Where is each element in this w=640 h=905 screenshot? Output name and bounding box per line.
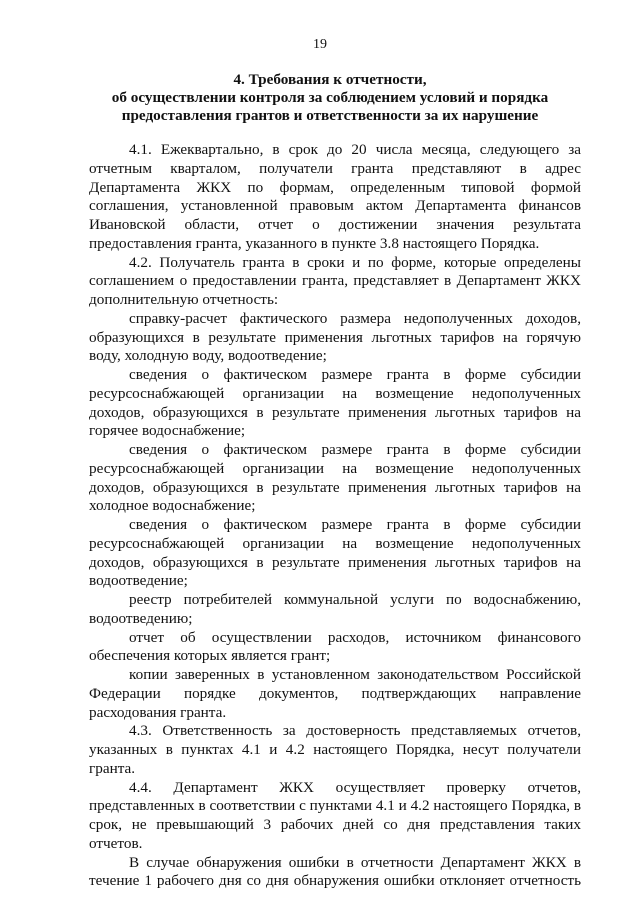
report-item-expenses: отчет об осуществлении расходов, источником финансового обеспечения которых является грант; bbox=[89, 628, 581, 665]
report-item-consumer-registry: реестр потребителей коммунальной услуги по водоснабжению, водоотведению; bbox=[89, 591, 581, 627]
paragraph-4-1: 4.1. Ежеквартально, в срок до 20 числа месяца, следующего за отчетным кварталом, получатели гранта представляют в адрес Департамента ЖКХ по формам, определенным типовой формой соглашения, установленной правовым актом Департамента финансов Ивановской области, отчет о достижении значения результата предоставления гранта, указанного в пункте 3.8 настоящего Порядка. bbox=[89, 141, 581, 252]
section-heading-line-1: 4. Требования к отчетности, bbox=[233, 71, 427, 88]
page-number: 19 bbox=[313, 37, 327, 52]
report-item-calculation: справку-расчет фактического размера недополученных доходов, образующихся в результате применения льготных тарифов на горячую воду, холодную воду, водоотведение; bbox=[89, 309, 581, 365]
section-heading-line-2: об осуществлении контроля за соблюдением условий и порядка bbox=[111, 89, 549, 106]
section-heading-line-3: предоставления грантов и ответственности за их нарушение bbox=[121, 107, 539, 124]
report-item-cold-water: сведения о фактическом размере гранта в форме субсидии ресурсоснабжающей организации на возмещение недополученных доходов, образующихся в результате применения льготных тарифов на холодное водоснабжение; bbox=[89, 441, 581, 515]
report-item-document-copies: копии заверенных в установленном законодательством Российской Федерации порядке документов, подтверждающих направление расходования гранта. bbox=[89, 666, 581, 721]
section-heading bbox=[90, 71, 570, 125]
report-item-hot-water: сведения о фактическом размере гранта в форме субсидии ресурсоснабжающей организации на возмещение недополученных доходов, образующихся в результате применения льготных тарифов на горячее водоснабжение; bbox=[89, 366, 581, 440]
report-item-wastewater: сведения о фактическом размере гранта в форме субсидии ресурсоснабжающей организации на возмещение недополученных доходов, образующихся в результате применения льготных тарифов на водоотведение; bbox=[89, 516, 581, 590]
paragraph-error-handling: В случае обнаружения ошибки в отчетности Департамент ЖКХ в течение 1 рабочего дня со дня обнаружения ошибки отклоняет отчетность bbox=[89, 853, 581, 890]
paragraph-4-4: 4.4. Департамент ЖКХ осуществляет проверку отчетов, представленных в соответствии с пунктами 4.1 и 4.2 настоящего Порядка, в срок, не превышающий 3 рабочих дней со дня представления таких отчетов. bbox=[89, 778, 581, 852]
paragraph-4-3: 4.3. Ответственность за достоверность представляемых отчетов, указанных в пунктах 4.1 и 4.2 настоящего Порядка, несут получатели гранта. bbox=[89, 722, 581, 777]
document-body bbox=[89, 141, 581, 891]
paragraph-4-2: 4.2. Получатель гранта в сроки и по форме, которые определены соглашением о предоставлении гранта, представляет в Департамент ЖКХ дополнительную отчетность: bbox=[89, 253, 581, 308]
